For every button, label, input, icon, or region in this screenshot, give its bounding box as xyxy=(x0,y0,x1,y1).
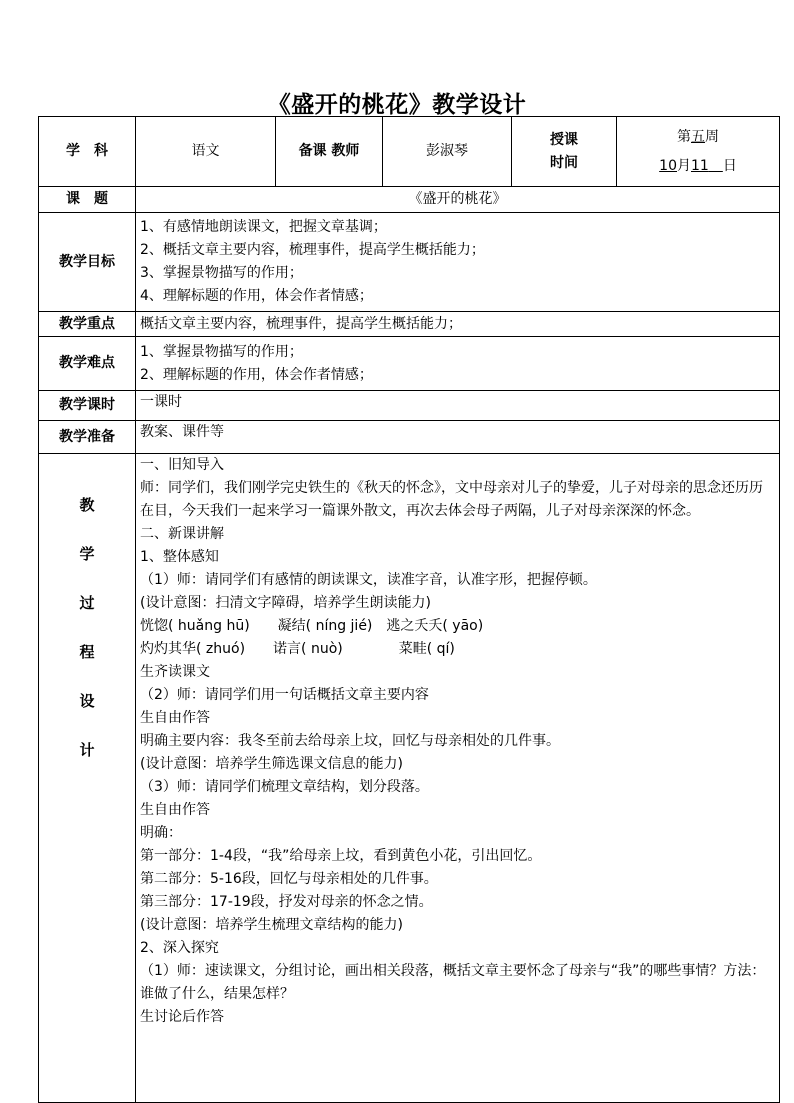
lesson-plan-table xyxy=(38,116,780,1103)
process-label-char: 程 xyxy=(79,643,95,661)
hours-row xyxy=(39,391,780,421)
key-points-label: 教学重点 xyxy=(39,312,136,337)
month-value: 10 xyxy=(659,157,677,174)
process-label-char: 设 xyxy=(79,692,95,710)
class-time-label-line-1: 授课 xyxy=(550,131,578,148)
hours-value: 一课时 xyxy=(136,391,780,421)
process-line: 第三部分：17-19段，抒发对母亲的怀念之情。 xyxy=(140,894,433,910)
process-line: 第一部分：1-4段，“我”给母亲上坟，看到黄色小花，引出回忆。 xyxy=(140,848,542,864)
process-line: 师：同学们，我们刚学完史铁生的《秋天的怀念》，文中母亲对儿子的挚爱，儿子对母亲的思念还历历在目，今天我们一起来学习一篇课外散文，再次去体会母子两隔，儿子对母亲深深的怀念。 xyxy=(140,480,763,519)
week-value: 五 xyxy=(691,128,705,145)
difficulty-item: 2、理解标题的作用，体会作者情感； xyxy=(140,366,373,383)
difficulty-item: 1、掌握景物描写的作用； xyxy=(140,343,303,360)
process-line: 一、旧知导入 xyxy=(140,457,224,473)
goal-item: 4、理解标题的作用，体会作者情感； xyxy=(140,288,373,304)
process-line: 生齐读课文 xyxy=(140,664,210,680)
week-prefix: 第 xyxy=(677,128,691,145)
week-suffix: 周 xyxy=(705,128,719,145)
process-row xyxy=(39,454,780,1103)
topic-value: 《盛开的桃花》 xyxy=(136,187,780,213)
class-time-value xyxy=(617,117,780,187)
process-line: 生自由作答 xyxy=(140,802,210,818)
process-line: 生讨论后作答 xyxy=(140,1009,224,1025)
difficulties-row xyxy=(39,337,780,391)
key-points-value: 概括文章主要内容，梳理事件，提高学生概括能力； xyxy=(136,312,780,337)
process-line: 恍惚( huǎng hū) 凝结( níng jié) 逃之夭夭( yāo) xyxy=(140,618,484,634)
process-line: 生自由作答 xyxy=(140,710,210,726)
month-suffix: 月 xyxy=(677,157,691,174)
hours-label: 教学课时 xyxy=(39,391,136,421)
process-line: （2）师：请同学们用一句话概括文章主要内容 xyxy=(140,687,429,703)
process-line: 明确主要内容：我冬至前去给母亲上坟，回忆与母亲相处的几件事。 xyxy=(140,733,560,749)
process-line: (设计意图：扫清文字障碍，培养学生朗读能力) xyxy=(140,595,431,611)
process-label-char: 计 xyxy=(79,741,95,759)
header-row xyxy=(39,117,780,187)
process-label-char: 过 xyxy=(79,594,95,612)
goals-content xyxy=(136,213,780,312)
process-line: （1）师：速读课文，分组讨论，画出相关段落，概括文章主要怀念了母亲与“我”的哪些事情？方法：谁做了什么，结果怎样？ xyxy=(140,963,766,1002)
document-title: 《盛开的桃花》教学设计 xyxy=(267,92,527,118)
process-label-char: 学 xyxy=(79,545,95,563)
prep-label: 教学准备 xyxy=(39,421,136,454)
process-line: 第二部分：5-16段，回忆与母亲相处的几件事。 xyxy=(140,871,438,887)
class-time-label xyxy=(512,117,617,187)
process-line: （3）师：请同学们梳理文章结构，划分段落。 xyxy=(140,779,429,795)
process-line: 1、整体感知 xyxy=(140,549,219,565)
week-line xyxy=(621,126,775,149)
process-content xyxy=(136,454,780,1103)
class-time-label-line-2: 时间 xyxy=(550,154,578,171)
goal-item: 3、掌握景物描写的作用； xyxy=(140,265,303,281)
subject-value: 语文 xyxy=(136,117,276,187)
process-line: (设计意图：培养学生筛选课文信息的能力) xyxy=(140,756,403,772)
process-line: 灼灼其华( zhuó) 诺言( nuò) 菜畦( qí) xyxy=(140,641,455,657)
process-line: 2、深入探究 xyxy=(140,940,219,956)
process-line: （1）师：请同学们有感情的朗读课文，读准字音，认准字形，把握停顿。 xyxy=(140,572,597,588)
difficulties-label: 教学难点 xyxy=(39,337,136,391)
goal-item: 1、有感情地朗读课文，把握文章基调； xyxy=(140,219,387,235)
topic-label: 课 题 xyxy=(39,187,136,213)
goals-row xyxy=(39,213,780,312)
prep-value: 教案、课件等 xyxy=(136,421,780,454)
day-value: 11 xyxy=(691,157,709,174)
difficulties-content xyxy=(136,337,780,391)
date-line xyxy=(621,155,775,178)
prep-row xyxy=(39,421,780,454)
goal-item: 2、概括文章主要内容，梳理事件，提高学生概括能力； xyxy=(140,242,485,258)
topic-row xyxy=(39,187,780,213)
process-label xyxy=(39,454,136,1103)
process-label-char: 教 xyxy=(79,496,95,514)
key-points-row xyxy=(39,312,780,337)
process-line: (设计意图：培养学生梳理文章结构的能力) xyxy=(140,917,403,933)
goals-label: 教学目标 xyxy=(39,213,136,312)
teacher-label: 备课 教师 xyxy=(276,117,383,187)
process-line: 明确： xyxy=(140,825,182,841)
teacher-value: 彭淑琴 xyxy=(383,117,512,187)
process-line: 二、新课讲解 xyxy=(140,526,224,542)
subject-label: 学 科 xyxy=(39,117,136,187)
day-suffix: 日 xyxy=(722,157,737,174)
